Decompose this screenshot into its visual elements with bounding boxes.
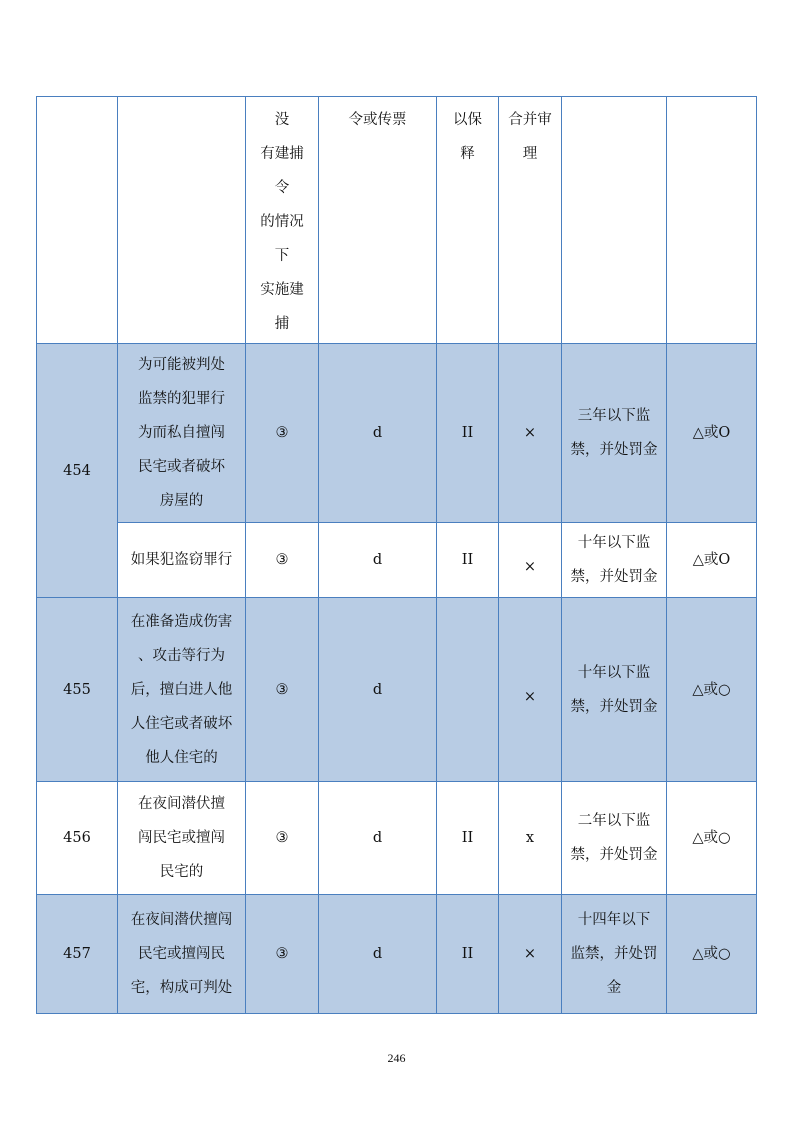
table-row [37, 782, 757, 895]
table-row [37, 344, 757, 523]
arrest-code: ③ [246, 598, 319, 782]
offence-description: 为可能被判处 监禁的犯罪行 为而私自擅闯 民宅或者破坏 房屋的 [118, 344, 246, 523]
bail-code [437, 598, 499, 782]
article-number: 455 [37, 598, 118, 782]
bail-code: II [437, 523, 499, 598]
court-code: △或○ [667, 895, 757, 1014]
penalty: 十年以下监 禁，并处罚金 [562, 523, 667, 598]
warrant-code: d [319, 782, 437, 895]
penalty: 十年以下监 禁，并处罚金 [562, 598, 667, 782]
court-code: △或○ [667, 782, 757, 895]
article-number: 454 [37, 344, 118, 598]
header-warrant-or-summons: 令或传票 [319, 97, 437, 344]
joint-trial-code: × [499, 523, 562, 598]
joint-trial-code: x [499, 782, 562, 895]
joint-trial-code: × [499, 895, 562, 1014]
warrant-code: d [319, 344, 437, 523]
court-code: △或O [667, 344, 757, 523]
article-number: 457 [37, 895, 118, 1014]
table-row [37, 895, 757, 1014]
header-cell-empty-8 [667, 97, 757, 344]
table-row [37, 598, 757, 782]
arrest-code: ③ [246, 523, 319, 598]
header-row [37, 97, 757, 344]
court-code: △或○ [667, 598, 757, 782]
warrant-code: d [319, 895, 437, 1014]
header-joint-trial: 合并审 理 [499, 97, 562, 344]
penalty: 二年以下监 禁，并处罚金 [562, 782, 667, 895]
table-row [37, 523, 757, 598]
article-number: 456 [37, 782, 118, 895]
warrant-code: d [319, 598, 437, 782]
header-arrest-without-warrant: 没 有建捕 令 的情况 下 实施建 捕 [246, 97, 319, 344]
offence-description: 在准备造成伤害 、攻击等行为 后，擅白进人他 人住宅或者破坏 他人住宅的 [118, 598, 246, 782]
arrest-code: ③ [246, 782, 319, 895]
penalty: 三年以下监 禁，并处罚金 [562, 344, 667, 523]
bail-code: II [437, 895, 499, 1014]
penalty: 十四年以下 监禁，并处罚 金 [562, 895, 667, 1014]
header-cell-empty-2 [118, 97, 246, 344]
page-number: 246 [387, 1051, 406, 1065]
offence-description: 在夜间潜伏擅 闯民宅或擅闯 民宅的 [118, 782, 246, 895]
header-cell-empty-7 [562, 97, 667, 344]
warrant-code: d [319, 523, 437, 598]
law-table [36, 96, 757, 1014]
offence-description: 在夜间潜伏擅闯 民宅或擅闯民 宅，构成可判处 [118, 895, 246, 1014]
bail-code: II [437, 344, 499, 523]
header-cell-empty-1 [37, 97, 118, 344]
offence-description: 如果犯盗窃罪行 [118, 523, 246, 598]
arrest-code: ③ [246, 895, 319, 1014]
joint-trial-code: × [499, 344, 562, 523]
court-code: △或O [667, 523, 757, 598]
arrest-code: ③ [246, 344, 319, 523]
bail-code: II [437, 782, 499, 895]
header-bail: 以保 释 [437, 97, 499, 344]
joint-trial-code: × [499, 598, 562, 782]
